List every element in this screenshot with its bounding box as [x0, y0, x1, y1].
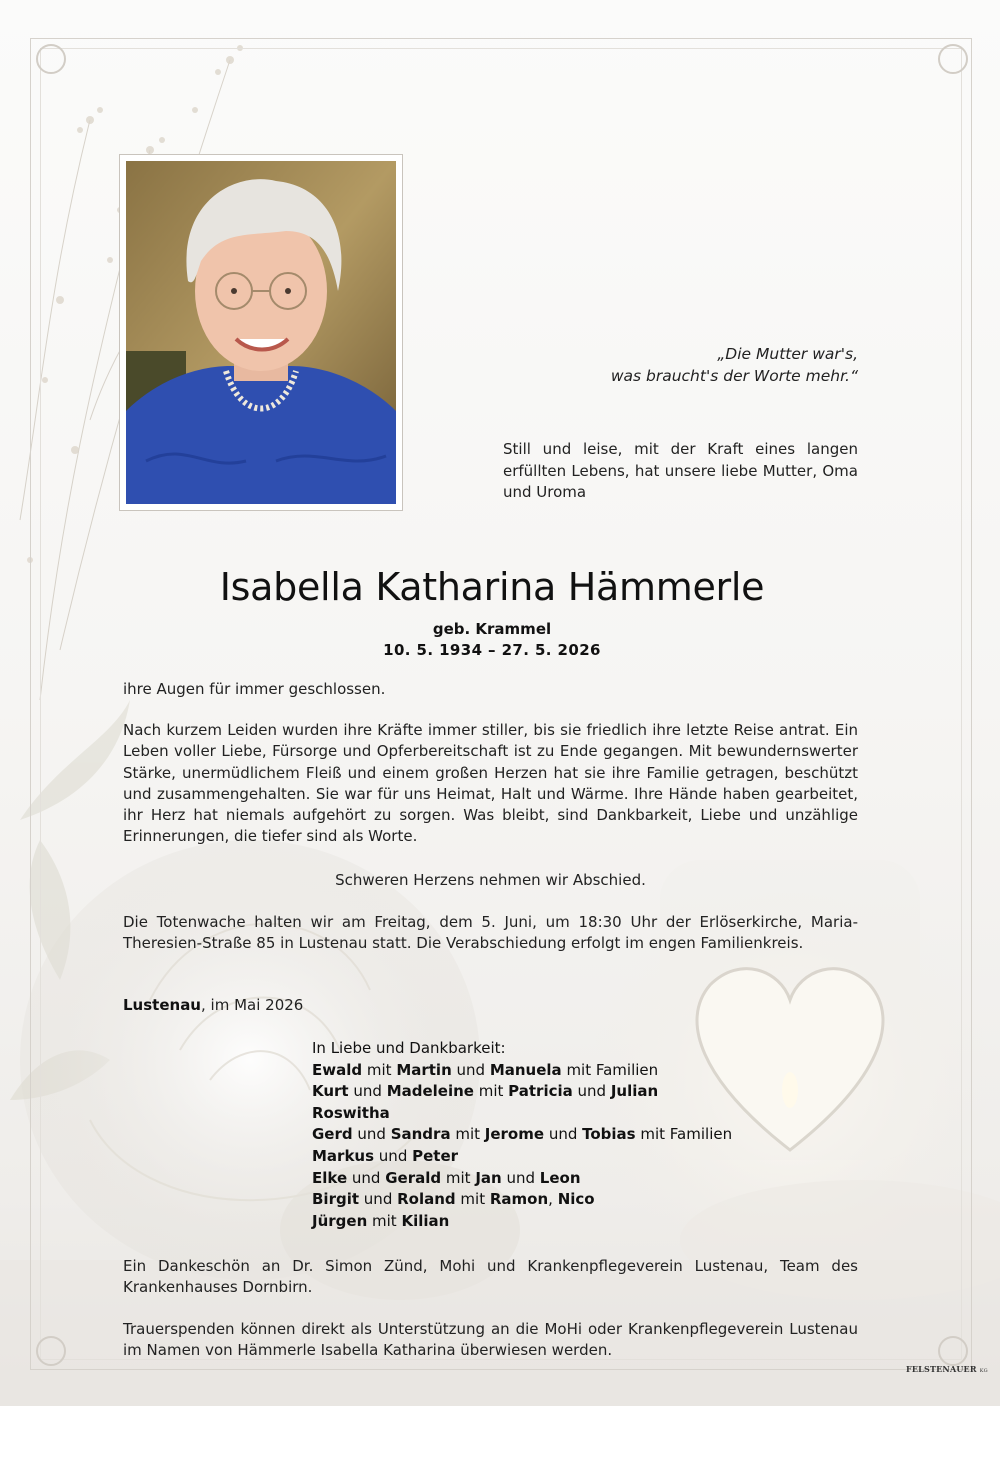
life-dates: 10. 5. 1934 – 27. 5. 2026	[383, 641, 601, 659]
family-member-name: Martin	[396, 1060, 452, 1079]
family-member-name: Gerald	[385, 1168, 442, 1187]
family-connector: und	[572, 1082, 611, 1101]
family-member-name: Jürgen	[312, 1211, 368, 1230]
family-connector: mit	[473, 1082, 509, 1101]
closed-eyes-text: ihre Augen für immer geschlossen.	[123, 680, 386, 698]
family-member-name: Tobias	[582, 1125, 636, 1144]
portrait-illustration	[126, 161, 396, 504]
family-connector: und	[359, 1190, 398, 1209]
family-member-name: Peter	[412, 1146, 459, 1165]
logo-name: FELSTENAUER	[906, 1364, 977, 1374]
family-signature-block	[312, 1038, 872, 1232]
family-connector: mit Familien	[635, 1125, 733, 1144]
family-member-name: Patricia	[508, 1082, 573, 1101]
family-member-name: Jan	[475, 1168, 502, 1187]
donations-paragraph: Trauerspenden können direkt als Unterstützung an die MoHi oder Krankenpflegeverein Lustenau im Namen von Hämmerle Isabella Katharina überwiesen werden.	[123, 1320, 858, 1360]
family-member-name: Sandra	[390, 1125, 451, 1144]
family-member-name: Roswitha	[312, 1103, 390, 1122]
tribute-paragraph: Nach kurzem Leiden wurden ihre Kräfte immer stiller, bis sie friedlich ihre letzte Reise antrat. Ein Leben voller Liebe, Fürsorge und Opferbereitschaft ist zu Ende gegangen. Mit bewundernswerter Stärke, unermüdlichem Fleiß und einem großen Herzen hat sie ihre Familie getragen, beschützt und zusammengehalten. Sie war für uns Heimat, Halt und Wärme. Ihre Hände haben gearbeitet, ihr Herz hat niemals aufgehört zu sorgen. Was bleibt, sind Dankbarkeit, Liebe und unzählige Erinnerungen, die tiefer sind als Worte.	[123, 721, 858, 846]
family-connector: mit	[455, 1190, 490, 1209]
frame-corner-ornament	[36, 44, 66, 74]
family-member-name: Leon	[539, 1168, 581, 1187]
family-connector: mit	[367, 1211, 402, 1230]
family-member-name: Elke	[312, 1168, 348, 1187]
logo-suffix: KG	[979, 1368, 988, 1374]
family-line	[312, 1168, 872, 1190]
family-member-name: Madeleine	[386, 1082, 474, 1101]
family-connector: und	[347, 1168, 386, 1187]
family-connector: und	[348, 1082, 387, 1101]
thanks-paragraph: Ein Dankeschön an Dr. Simon Zünd, Mohi und Krankenpflegeverein Lustenau, Team des Krankenhauses Dornbirn.	[123, 1257, 858, 1297]
family-line	[312, 1060, 872, 1082]
family-connector: und	[501, 1168, 540, 1187]
family-member-name: Birgit	[312, 1190, 360, 1209]
family-member-name: Ramon	[489, 1190, 549, 1209]
family-line	[312, 1103, 872, 1125]
family-connector: mit	[362, 1060, 397, 1079]
family-member-name: Jerome	[484, 1125, 545, 1144]
family-members-list	[312, 1060, 872, 1233]
epigraph-quote	[480, 343, 858, 387]
family-connector: mit	[450, 1125, 485, 1144]
family-line	[312, 1081, 872, 1103]
family-heading: In Liebe und Dankbarkeit:	[312, 1039, 506, 1057]
place-date: , im Mai 2026	[201, 996, 304, 1014]
family-line	[312, 1189, 872, 1211]
family-member-name: Kilian	[401, 1211, 450, 1230]
family-member-name: Manuela	[489, 1060, 562, 1079]
family-connector: und	[352, 1125, 391, 1144]
family-member-name: Julian	[610, 1082, 659, 1101]
family-connector: ,	[548, 1190, 558, 1209]
quote-line-1: „Die Mutter war's,	[717, 345, 858, 363]
wake-paragraph: Die Totenwache halten wir am Freitag, dem 5. Juni, um 18:30 Uhr der Erlöserkirche, Maria-Theresien-Straße 85 in Lustenau statt. Die Verabschiedung erfolgt im engen Familienkreis.	[123, 913, 858, 953]
family-connector: und	[374, 1146, 413, 1165]
family-line	[312, 1211, 872, 1233]
funeral-home-logo	[906, 1364, 988, 1374]
family-connector: und	[451, 1060, 490, 1079]
family-member-name: Nico	[557, 1190, 595, 1209]
farewell-line: Schweren Herzens nehmen wir Abschied.	[335, 871, 646, 889]
birth-name: geb. Krammel	[432, 620, 552, 638]
frame-corner-ornament	[36, 1336, 66, 1366]
family-member-name: Ewald	[312, 1060, 363, 1079]
family-line	[312, 1146, 872, 1168]
quote-line-2: was braucht's der Worte mehr.“	[610, 367, 858, 385]
portrait-photo	[120, 155, 402, 510]
frame-corner-ornament	[938, 44, 968, 74]
family-member-name: Markus	[312, 1146, 375, 1165]
family-connector: mit	[441, 1168, 476, 1187]
family-line	[312, 1124, 872, 1146]
intro-text: Still und leise, mit der Kraft eines langen erfüllten Lebens, hat unsere liebe Mutter, Oma und Uroma	[503, 440, 858, 501]
family-connector: und	[544, 1125, 583, 1144]
family-connector: mit Familien	[561, 1060, 659, 1079]
frame-corner-ornament	[938, 1336, 968, 1366]
place-name: Lustenau	[123, 996, 201, 1014]
family-member-name: Kurt	[312, 1082, 349, 1101]
family-member-name: Roland	[397, 1190, 456, 1209]
deceased-name: Isabella Katharina Hämmerle	[219, 565, 765, 609]
place-date-line	[123, 995, 858, 1016]
family-member-name: Gerd	[312, 1125, 353, 1144]
